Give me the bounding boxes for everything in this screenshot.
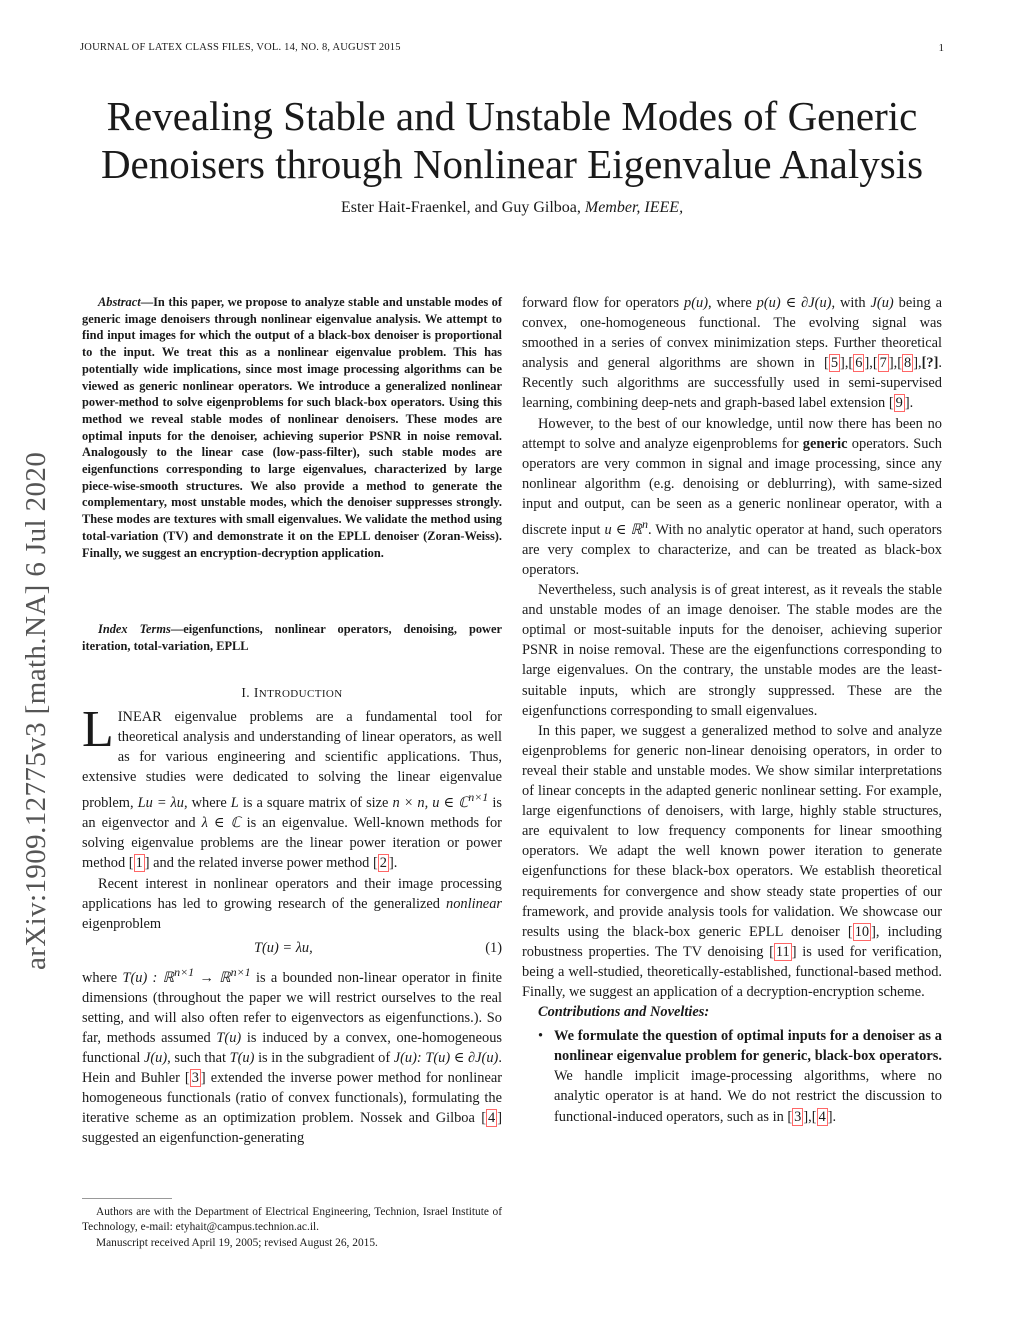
arxiv-stamp: arXiv:1909.12775v3 [math.NA] 6 Jul 2020 (20, 451, 52, 970)
section-number: I. (241, 685, 251, 700)
list-item: • We formulate the question of optimal inputs for a denoiser as a nonlinear eigenvalue problem for generic, black-box operators. We handle implicit image-processing algorithms, where no analytic operator is at hand. We do not restrict the discussion to functional-induced operators, such as in [ 3 ],[ 4 ]. (554, 1026, 942, 1126)
intro-paragraph-3: where T(u) : ℝ$^{n\times 1}$ → ℝ$^{n\times 1}$ is a bounded non-linear operator in finite dimensions (throughout the paper we will restrict ourselves to the real setting, and will also often refer to eigenvectors as eigenfunctions.). So far, methods assumed T(u) is induced by a convex, one-homogeneous functional J(u), such that T(u) is in the subgradient of J(u): T(u) ∈ ∂J(u). Hein and Buhler [ 3 ] extended the inverse power method for nonlinear homogeneous functionals (ratio of convex functionals), formulating the iterative scheme as an optimization problem. Nossek and Gilboa [ 4 ] suggested an eigenfunction-generating (82, 964, 503, 1147)
right-paragraph-4: In this paper, we suggest a generalized method to solve and analyze eigenproblems for generic non-linear denoising operators, in order to reveal their stable and unstable modes. We show similar interpretations of linear concepts in the adapted generic nonlinear setting. For example, large eigenfunctions of denoisers, with large, highly stable structures, are equivalent to low frequency components for linear smoothing operators. We adapt the well known power iteration to generate eigenfunctions for these black-box operators. We establish theoretical requirements for convergence and show steady state properties of our framework, and provide analysis tools for validation. We showcase our results using the black-box generic EPLL denoiser [ 10 ], including robustness properties. The TV denoising [ 11 ] is used for verification, being a well-studied, theoretically-established, functional-based method. Finally, we suggest an application of a decryption-encryption scheme. (522, 722, 943, 1000)
citation-link[interactable]: 4 (818, 1108, 826, 1125)
equation-number: (1) (485, 939, 502, 956)
abstract-label: Abstract (98, 295, 141, 309)
page-number: 1 (938, 42, 944, 54)
introduction-right (522, 293, 942, 1127)
right-paragraph-1: forward flow for operators p(u), where p(u) ∈ ∂J(u), with J(u) being a convex, one-homogeneous functional. The evolving signal was smoothed in a series of convex minimization steps. Further theoretical analysis and general algorithms are shown in [ 5 ],[ 6 ],[ 7 ],[ 8 ],[?]. Recently such algorithms are successfully used in semi-supervised learning, combining deep-nets and graph-based label extension [ 9 ]. (522, 295, 942, 412)
citation-link[interactable]: 5 (830, 355, 839, 372)
right-paragraph-2: However, to the best of our knowledge, until now there has been no attempt to solve and analyze eigenproblems for generic operators. Such operators are very common in signal and image processing, since any nonlinear algorithm (e.g. denoising or deblurring), with same-sized input and output, can be seen as a generic nonlinear operator, with a discrete input u ∈ ℝ$^n$. With no analytic operator at hand, such operators are very complex to characterize, and can be treated as black-box operators. (522, 415, 942, 579)
drop-cap: L (82, 701, 114, 758)
citation-link[interactable]: 6 (855, 355, 863, 372)
running-header: JOURNAL OF LATEX CLASS FILES, VOL. 14, NO. 8, AUGUST 2015 (80, 42, 401, 53)
contributions-heading: Contributions and Novelties: (538, 1004, 710, 1021)
footnote: Authors are with the Department of Electrical Engineering, Technion, Israel Institute of Technology, e-mail: etyhait@campus.technion.ac.il. Manuscript received April 19, 2005; revised August 26, 2015. (82, 1206, 502, 1249)
title-line-2: Denoisers through Nonlinear Eigenvalue Analysis (100, 141, 924, 187)
index-terms-text: —eigenfunctions, nonlinear operators, denoising, power iteration, total-variation, EPLL (82, 622, 502, 653)
citation-link[interactable]: 10 (854, 923, 870, 940)
section-heading (82, 685, 502, 701)
equation-1: T(u) = λu, (1) (82, 938, 502, 958)
introduction-left (82, 701, 503, 1149)
citation-link[interactable]: 3 (794, 1108, 802, 1125)
citation-link[interactable]: 7 (879, 355, 887, 372)
paper-title (60, 92, 964, 188)
contributions-list (522, 1026, 942, 1126)
author-names: Ester Hait-Fraenkel, and Guy Gilboa, (340, 199, 581, 216)
intro-paragraph-1: LINEAR eigenvalue problems are a fundamental tool for theoretical analysis and understanding of linear operators, as well as for various engineering and scientific applications. Thus, extensive studies were dedicated to solving the linear eigenvalue problem, Lu = λu, where L is a square matrix of size n × n, u ∈ ℂ$^{n\times 1}$ is an eigenvector and λ ∈ ℂ is an eigenvalue. Well-known methods for solving eigenvalue problems are the linear power iteration or power method [ 1 ] and the related inverse power method [ 2 ]. (82, 701, 502, 872)
citation-link[interactable]: 11 (775, 943, 790, 960)
title-line-1: Revealing Stable and Unstable Modes of Generic (106, 93, 918, 139)
citation-link[interactable]: 8 (904, 355, 912, 372)
section-title-rest: NTRODUCTION (258, 688, 343, 700)
abstract (82, 294, 502, 561)
citation-link[interactable]: 2 (379, 855, 387, 872)
author-role: Member, IEEE, (584, 199, 684, 216)
citation-link[interactable]: 9 (895, 395, 903, 412)
section-title-first: I (253, 685, 259, 700)
index-terms-label: Index Terms (98, 622, 171, 636)
intro-paragraph-2: Recent interest in nonlinear operators and their image processing applications has led to growing research of the generalized nonlinear eigenproblem (82, 875, 502, 932)
citation-link[interactable]: 3 (191, 1070, 199, 1087)
citation-link[interactable]: 4 (488, 1110, 496, 1127)
abstract-text: —In this paper, we propose to analyze stable and unstable modes of generic image denoisers through nonlinear eigenvalue analysis. We attempt to find input images for which the output of a black-box denoiser is proportional to the input. We treat this as a nonlinear eigenvalue problem. This has potentially wide implications, since most image processing algorithms can be viewed as generic nonlinear operators. We introduce a generalized nonlinear power-method to solve eigenproblems for such black-box operators. Using this method we reveal stable modes of nonlinear denoisers. These modes are optimal inputs for the denoiser, achieving superior PSNR in noise removal. Analogously to the linear case (low-pass-filter), such stable modes are eigenfunctions corresponding to large eigenvalues, characterized by large piece-wise-smooth structures. We also provide a method to generate the complementary, most unstable modes, which the denoiser suppresses strongly. These modes are textures with small eigenvalues. We validate the method using total-variation (TV) and demonstrate it on the EPLL denoiser (Zoran-Weiss). Finally, we suggest an encryption-decryption application. (82, 295, 502, 560)
citation-link[interactable]: 1 (135, 855, 143, 872)
right-paragraph-3: Nevertheless, such analysis is of great interest, as it reveals the stable and unstable modes of an image denoiser. The stable modes are the optimal or most-suitable inputs for the denoiser, achieving superior PSNR in noise removal. These are the eigenfunctions corresponding to large eigenvalues. On the contrary, the unstable modes are the least-suitable inputs, which are strongly suppressed. These are the eigenfunctions corresponding to small eigenvalues. (522, 582, 942, 719)
index-terms (82, 621, 502, 654)
footnote-rule (82, 1198, 172, 1199)
author-line (60, 199, 964, 217)
